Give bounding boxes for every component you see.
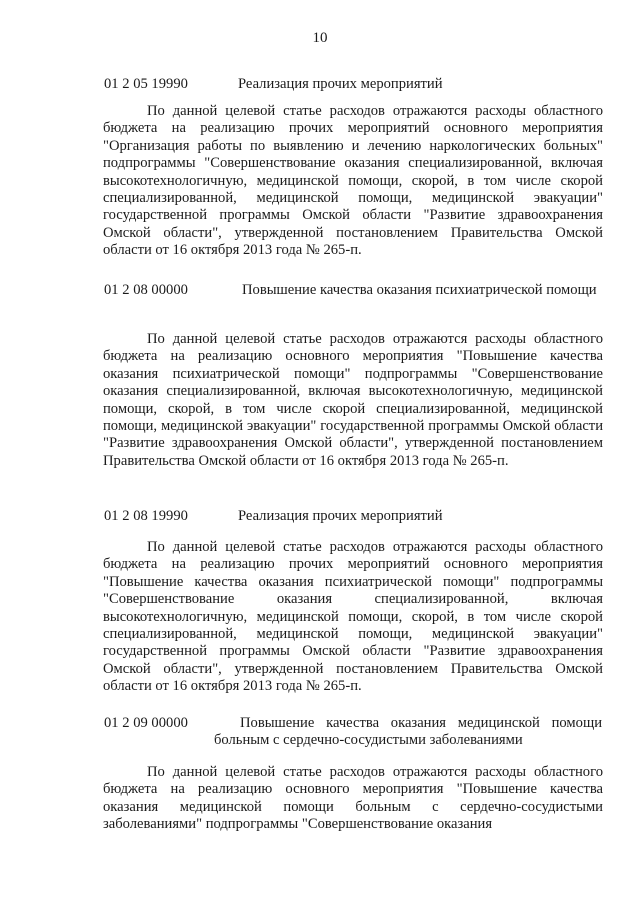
section-title: Повышение качества оказания психиатрической помощи xyxy=(242,282,597,298)
budget-code: 01 2 08 00000 xyxy=(104,282,188,298)
budget-code: 01 2 08 19990 xyxy=(104,508,188,524)
section-paragraph: По данной целевой статье расходов отражаются расходы областного бюджета на реализацию прочих мероприятий основного мероприятия "Организация работы по выявлению и лечению наркологических больных" подпрограммы "Совершенствование оказания специализированной, включая высокотехнологичную, медицинской помощи, скорой, в том числе скорой специализированной, медицинской помощи, медицинской эвакуации" государственной программы Омской области "Развитие здравоохранения Омской области", утвержденной постановлением Правительства Омской области от 16 октября 2013 года № 265-п. xyxy=(103,103,603,259)
section-paragraph: По данной целевой статье расходов отражаются расходы областного бюджета на реализацию основного мероприятия "Повышение качества оказания медицинской помощи больным с сердечно-сосудистыми заболеваниями" подпрограммы "Совершенствование оказания xyxy=(103,764,603,833)
page-number: 10 xyxy=(312,30,328,46)
budget-code: 01 2 05 19990 xyxy=(104,76,188,92)
section-paragraph: По данной целевой статье расходов отражаются расходы областного бюджета на реализацию прочих мероприятий основного мероприятия "Повышение качества оказания психиатрической помощи" подпрограммы "Совершенствование оказания специализированной, включая высокотехнологичную, медицинской помощи, скорой, в том числе скорой специализированной, медицинской помощи, медицинской эвакуации" государственной программы Омской области "Развитие здравоохранения Омской области", утвержденной постановлением Правительства Омской области от 16 октября 2013 года № 265-п. xyxy=(103,539,603,695)
section-title: Повышение качества оказания медицинской помощи больным с сердечно-сосудистыми заболеваниями xyxy=(214,715,602,748)
budget-code: 01 2 09 00000 xyxy=(104,715,188,731)
section-title: Реализация прочих мероприятий xyxy=(238,76,443,92)
section-title: Реализация прочих мероприятий xyxy=(238,508,443,524)
section-paragraph: По данной целевой статье расходов отражаются расходы областного бюджета на реализацию основного мероприятия "Повышение качества оказания психиатрической помощи" подпрограммы "Совершенствование оказания специализированной, включая высокотехнологичную, медицинской помощи, скорой, в том числе скорой специализированной, медицинской помощи, медицинской эвакуации" государственной программы Омской области "Развитие здравоохранения Омской области", утвержденной постановлением Правительства Омской области от 16 октября 2013 года № 265-п. xyxy=(103,331,603,469)
